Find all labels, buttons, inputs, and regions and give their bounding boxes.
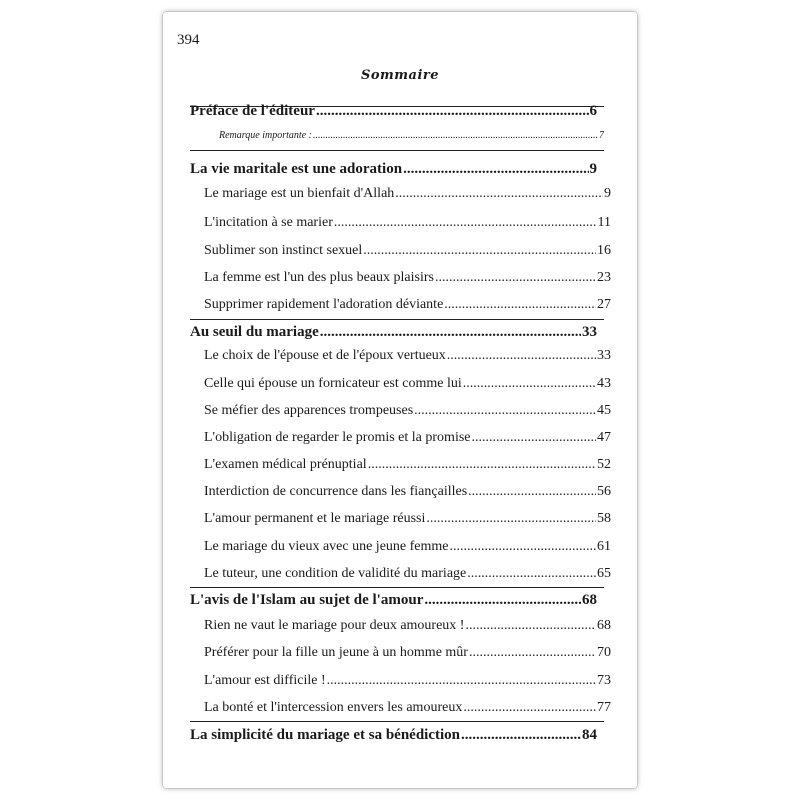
dot-leader — [450, 539, 597, 555]
dot-leader — [334, 215, 597, 231]
toc-section-title: La vie maritale est une adoration — [190, 161, 403, 177]
toc-entry-page: 7 — [599, 130, 604, 141]
toc-section-page: 6 — [589, 103, 597, 119]
toc-entry-title: Remarque importante : — [219, 130, 312, 141]
toc-entry — [204, 484, 611, 500]
toc-entry — [204, 511, 611, 527]
dot-leader — [395, 186, 603, 202]
toc-entry — [204, 215, 611, 231]
toc-section-title: L'avis de l'Islam au sujet de l'amour — [190, 592, 424, 608]
toc-entry — [204, 270, 611, 286]
toc-entry — [204, 673, 611, 689]
dot-leader — [469, 645, 596, 661]
toc-entry-page: 9 — [604, 186, 611, 201]
toc-entry-page: 65 — [597, 566, 611, 581]
dot-leader — [468, 484, 596, 500]
toc-entry-page: 47 — [597, 430, 611, 445]
dot-leader — [327, 673, 596, 689]
toc-entry-page: 77 — [597, 700, 611, 715]
toc-entry-page: 56 — [597, 484, 611, 499]
dot-leader — [363, 243, 596, 259]
toc-entry-title: Le tuteur, une condition de validité du mariage — [204, 566, 467, 581]
toc-entry-title: Interdiction de concurrence dans les fiançailles — [204, 484, 468, 499]
dot-leader — [316, 103, 589, 120]
dot-leader — [414, 403, 596, 419]
toc-entry-page: 11 — [597, 215, 611, 230]
toc-entry-page: 52 — [597, 457, 611, 472]
toc-entry — [204, 618, 611, 634]
toc-section-page: 9 — [589, 161, 597, 177]
toc-entry-title: Préférer pour la fille un jeune à un homme mûr — [204, 645, 468, 660]
toc-entry — [219, 130, 604, 141]
dot-leader — [447, 348, 596, 364]
dot-leader — [320, 324, 581, 341]
toc-entry — [204, 645, 611, 661]
toc-section-page: 68 — [582, 592, 597, 608]
toc-entry-title: Le choix de l'épouse et de l'époux vertueux — [204, 348, 446, 363]
toc-entry — [204, 243, 611, 259]
toc-entry-title: L'obligation de regarder le promis et la promise — [204, 430, 471, 445]
toc-entry — [204, 430, 611, 446]
toc-entry-page: 27 — [597, 297, 611, 312]
dot-leader — [403, 161, 588, 178]
toc-entry-title: Sublimer son instinct sexuel — [204, 243, 363, 258]
toc-entry-title: La bonté et l'intercession envers les amoureux — [204, 700, 463, 715]
dot-leader — [435, 270, 596, 286]
toc-section-title: Préface de l'éditeur — [190, 103, 315, 119]
section-divider — [190, 587, 604, 588]
dot-leader — [313, 130, 598, 141]
toc-entry-page: 70 — [597, 645, 611, 660]
toc-section-title: Au seuil du mariage — [190, 324, 319, 340]
toc-entry-page: 61 — [597, 539, 611, 554]
section-divider — [190, 721, 604, 722]
toc-entry — [204, 457, 611, 473]
book-page — [163, 12, 637, 788]
toc-entry-page: 16 — [597, 243, 611, 258]
toc-section — [190, 324, 597, 341]
toc-section-page: 33 — [582, 324, 597, 340]
toc-entry — [204, 297, 611, 313]
toc-entry-page: 68 — [597, 618, 611, 633]
toc-section-page: 84 — [582, 727, 597, 743]
toc-entry-title: Le mariage est un bienfait d'Allah — [204, 186, 395, 201]
dot-leader — [461, 727, 581, 744]
toc-entry — [204, 700, 611, 716]
page-number: 394 — [177, 32, 200, 48]
toc-entry — [204, 348, 611, 364]
toc-title: Sommaire — [360, 68, 440, 83]
dot-leader — [467, 566, 596, 582]
dot-leader — [426, 511, 596, 527]
toc-entry-page: 33 — [597, 348, 611, 363]
toc-entry-page: 73 — [597, 673, 611, 688]
toc-section — [190, 103, 597, 120]
toc-section-title: La simplicité du mariage et sa bénédiction — [190, 727, 460, 743]
dot-leader — [424, 592, 581, 609]
toc-entry-title: La femme est l'un des plus beaux plaisirs — [204, 270, 434, 285]
toc-entry-title: L'examen médical prénuptial — [204, 457, 367, 472]
toc-entry — [204, 186, 611, 202]
toc-entry — [204, 376, 611, 392]
toc-entry-page: 43 — [597, 376, 611, 391]
dot-leader — [472, 430, 597, 446]
dot-leader — [463, 700, 596, 716]
toc-entry — [204, 403, 611, 419]
toc-entry-page: 23 — [597, 270, 611, 285]
toc-entry-page: 58 — [597, 511, 611, 526]
toc-entry — [204, 539, 611, 555]
toc-entry-title: Rien ne vaut le mariage pour deux amoureux ! — [204, 618, 465, 633]
toc-entry-title: Supprimer rapidement l'adoration déviante — [204, 297, 444, 312]
dot-leader — [465, 618, 596, 634]
dot-leader — [444, 297, 596, 313]
section-divider — [190, 319, 604, 320]
toc-entry-title: Le mariage du vieux avec une jeune femme — [204, 539, 449, 554]
toc-entry-title: Celle qui épouse un fornicateur est comme lui — [204, 376, 462, 391]
toc-entry-title: L'amour permanent et le mariage réussi — [204, 511, 426, 526]
toc-entry-title: L'amour est difficile ! — [204, 673, 326, 688]
toc-entry — [204, 566, 611, 582]
toc-section — [190, 592, 597, 609]
dot-leader — [368, 457, 596, 473]
toc-entry-title: Se méfier des apparences trompeuses — [204, 403, 414, 418]
toc-entry-title: L'incitation à se marier — [204, 215, 333, 230]
section-divider — [190, 150, 604, 151]
toc-section — [190, 727, 597, 744]
toc-entry-page: 45 — [597, 403, 611, 418]
dot-leader — [463, 376, 596, 392]
toc-section — [190, 161, 597, 178]
